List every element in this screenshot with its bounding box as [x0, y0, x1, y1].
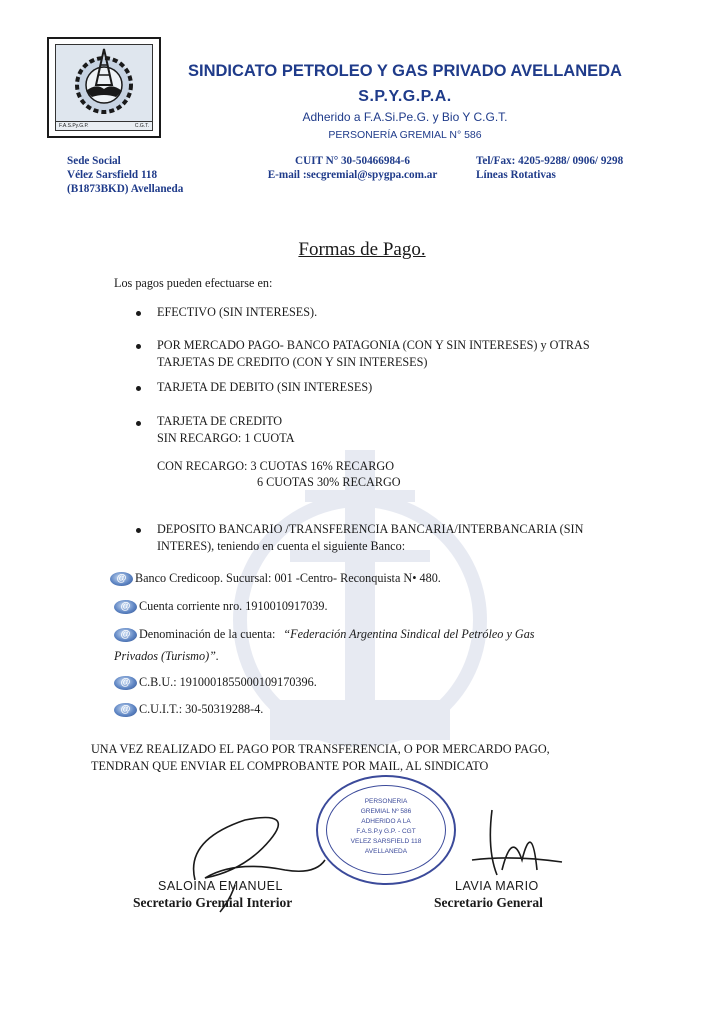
account-name-label: Denominación de la cuenta: [139, 627, 276, 641]
stamp-line: ADHERIDO A LA [361, 818, 411, 825]
bullet-dot [136, 421, 141, 426]
left-signatory-name: SALOINA EMANUEL [158, 879, 283, 893]
right-signatory-role: Secretario General [434, 895, 543, 910]
bank-branch [110, 570, 441, 587]
account-name-value: “Federación Argentina Sindical del Petróleo y Gas [283, 627, 535, 641]
org-affiliation: Adherido a F.A.Si.Pe.G. y Bio Y C.G.T. [302, 110, 508, 124]
right-signatory-name: LAVIA MARIO [455, 879, 539, 893]
stamp-line: PERSONERIA [364, 798, 408, 805]
union-stamp [316, 775, 456, 885]
org-personeria: PERSONERÍA GREMIAL N° 586 [328, 129, 482, 141]
text-line: UNA VEZ REALIZADO EL PAGO POR TRANSFERENCIA, O POR MERCARDO PAGO, [91, 742, 550, 756]
sede-line: (B1873BKD) Avellaneda [67, 183, 184, 195]
bullet-dot [136, 344, 141, 349]
header-cuit: CUIT N° 30-50466984-6 [295, 155, 410, 167]
bullet-dot [136, 311, 141, 316]
logo-caption [56, 121, 152, 130]
text-line: TARJETAS DE CREDITO (CON Y SIN INTERESES) [157, 355, 428, 369]
at-sign-icon: @ [114, 628, 137, 642]
contact-phone [476, 154, 623, 182]
org-abbreviation: S.P.Y.G.P.A. [358, 88, 452, 105]
header-lineas: Líneas Rotativas [476, 169, 556, 181]
payment-credit [157, 413, 295, 447]
stamp-line: VELEZ SARSFIELD 118 [350, 838, 422, 845]
text-line: POR MERCADO PAGO- BANCO PATAGONIA (CON Y SIN INTERESES) y OTRAS [157, 338, 590, 352]
account-name [114, 626, 535, 643]
bank-account [114, 598, 328, 615]
credit-surcharge-6: 6 CUOTAS 30% RECARGO [257, 475, 401, 489]
stamp-line: F.A.S.P.y G.P. - CGT [356, 828, 416, 835]
closing-instructions [91, 741, 615, 775]
page-title: Formas de Pago. [298, 239, 426, 260]
text-line: TENDRAN QUE ENVIAR EL COMPROBANTE POR MAIL, AL SINDICATO [91, 759, 489, 773]
logo-right-text: C.G.T. [134, 123, 149, 129]
payment-cash: EFECTIVO (SIN INTERESES). [157, 305, 318, 319]
sede-line: Sede Social [67, 155, 121, 167]
union-logo [47, 37, 161, 138]
credit-surcharge-3: CON RECARGO: 3 CUOTAS 16% RECARGO [157, 459, 395, 473]
logo-left-text: F.A.S.Py.G.P. [59, 123, 89, 129]
payment-debit: TARJETA DE DEBITO (SIN INTERESES) [157, 380, 373, 394]
right-signature [462, 800, 572, 890]
text-line: INTERES), teniendo en cuenta el siguiente Banco: [157, 539, 406, 553]
at-sign-icon: @ [114, 600, 137, 614]
bank-cbu-text: C.B.U.: 1910001855000109170396. [139, 675, 317, 689]
at-sign-icon: @ [110, 572, 133, 586]
payment-mercadopago [157, 337, 590, 371]
header-email: E-mail :secgremial@spygpa.com.ar [267, 169, 438, 181]
bank-cbu [114, 674, 317, 691]
payment-transfer [157, 521, 583, 555]
at-sign-icon: @ [114, 703, 137, 717]
bank-cuit [114, 701, 263, 718]
intro-text: Los pagos pueden efectuarse en: [114, 276, 273, 290]
sede-address [67, 154, 183, 196]
stamp-line: AVELLANEDA [364, 848, 408, 855]
at-sign-icon: @ [114, 676, 137, 690]
bank-account-text: Cuenta corriente nro. 1910010917039. [139, 599, 328, 613]
text-line: SIN RECARGO: 1 CUOTA [157, 431, 295, 445]
left-signatory-role: Secretario Gremial Interior [133, 895, 293, 910]
text-line: TARJETA DE CREDITO [157, 414, 283, 428]
text-line: DEPOSITO BANCARIO /TRANSFERENCIA BANCARIA/INTERBANCARIA (SIN [157, 522, 584, 536]
derrick-gear-icon [56, 45, 152, 121]
bullet-dot [136, 386, 141, 391]
bank-cuit-text: C.U.I.T.: 30-50319288-4. [139, 702, 264, 716]
sede-line: Vélez Sarsfield 118 [67, 169, 158, 181]
bank-branch-text: Banco Credicoop. Sucursal: 001 -Centro- Reconquista N• 480. [135, 571, 441, 585]
header-tel: Tel/Fax: 4205-9288/ 0906/ 9298 [476, 155, 624, 167]
bullet-dot [136, 528, 141, 533]
account-name-value-cont: Privados (Turismo)”. [114, 649, 219, 663]
stamp-inner-ring [326, 785, 446, 875]
stamp-line: GREMIAL Nº 586 [360, 808, 412, 815]
org-name: SINDICATO PETROLEO Y GAS PRIVADO AVELLANEDA [188, 62, 622, 80]
contact-center [240, 154, 465, 182]
